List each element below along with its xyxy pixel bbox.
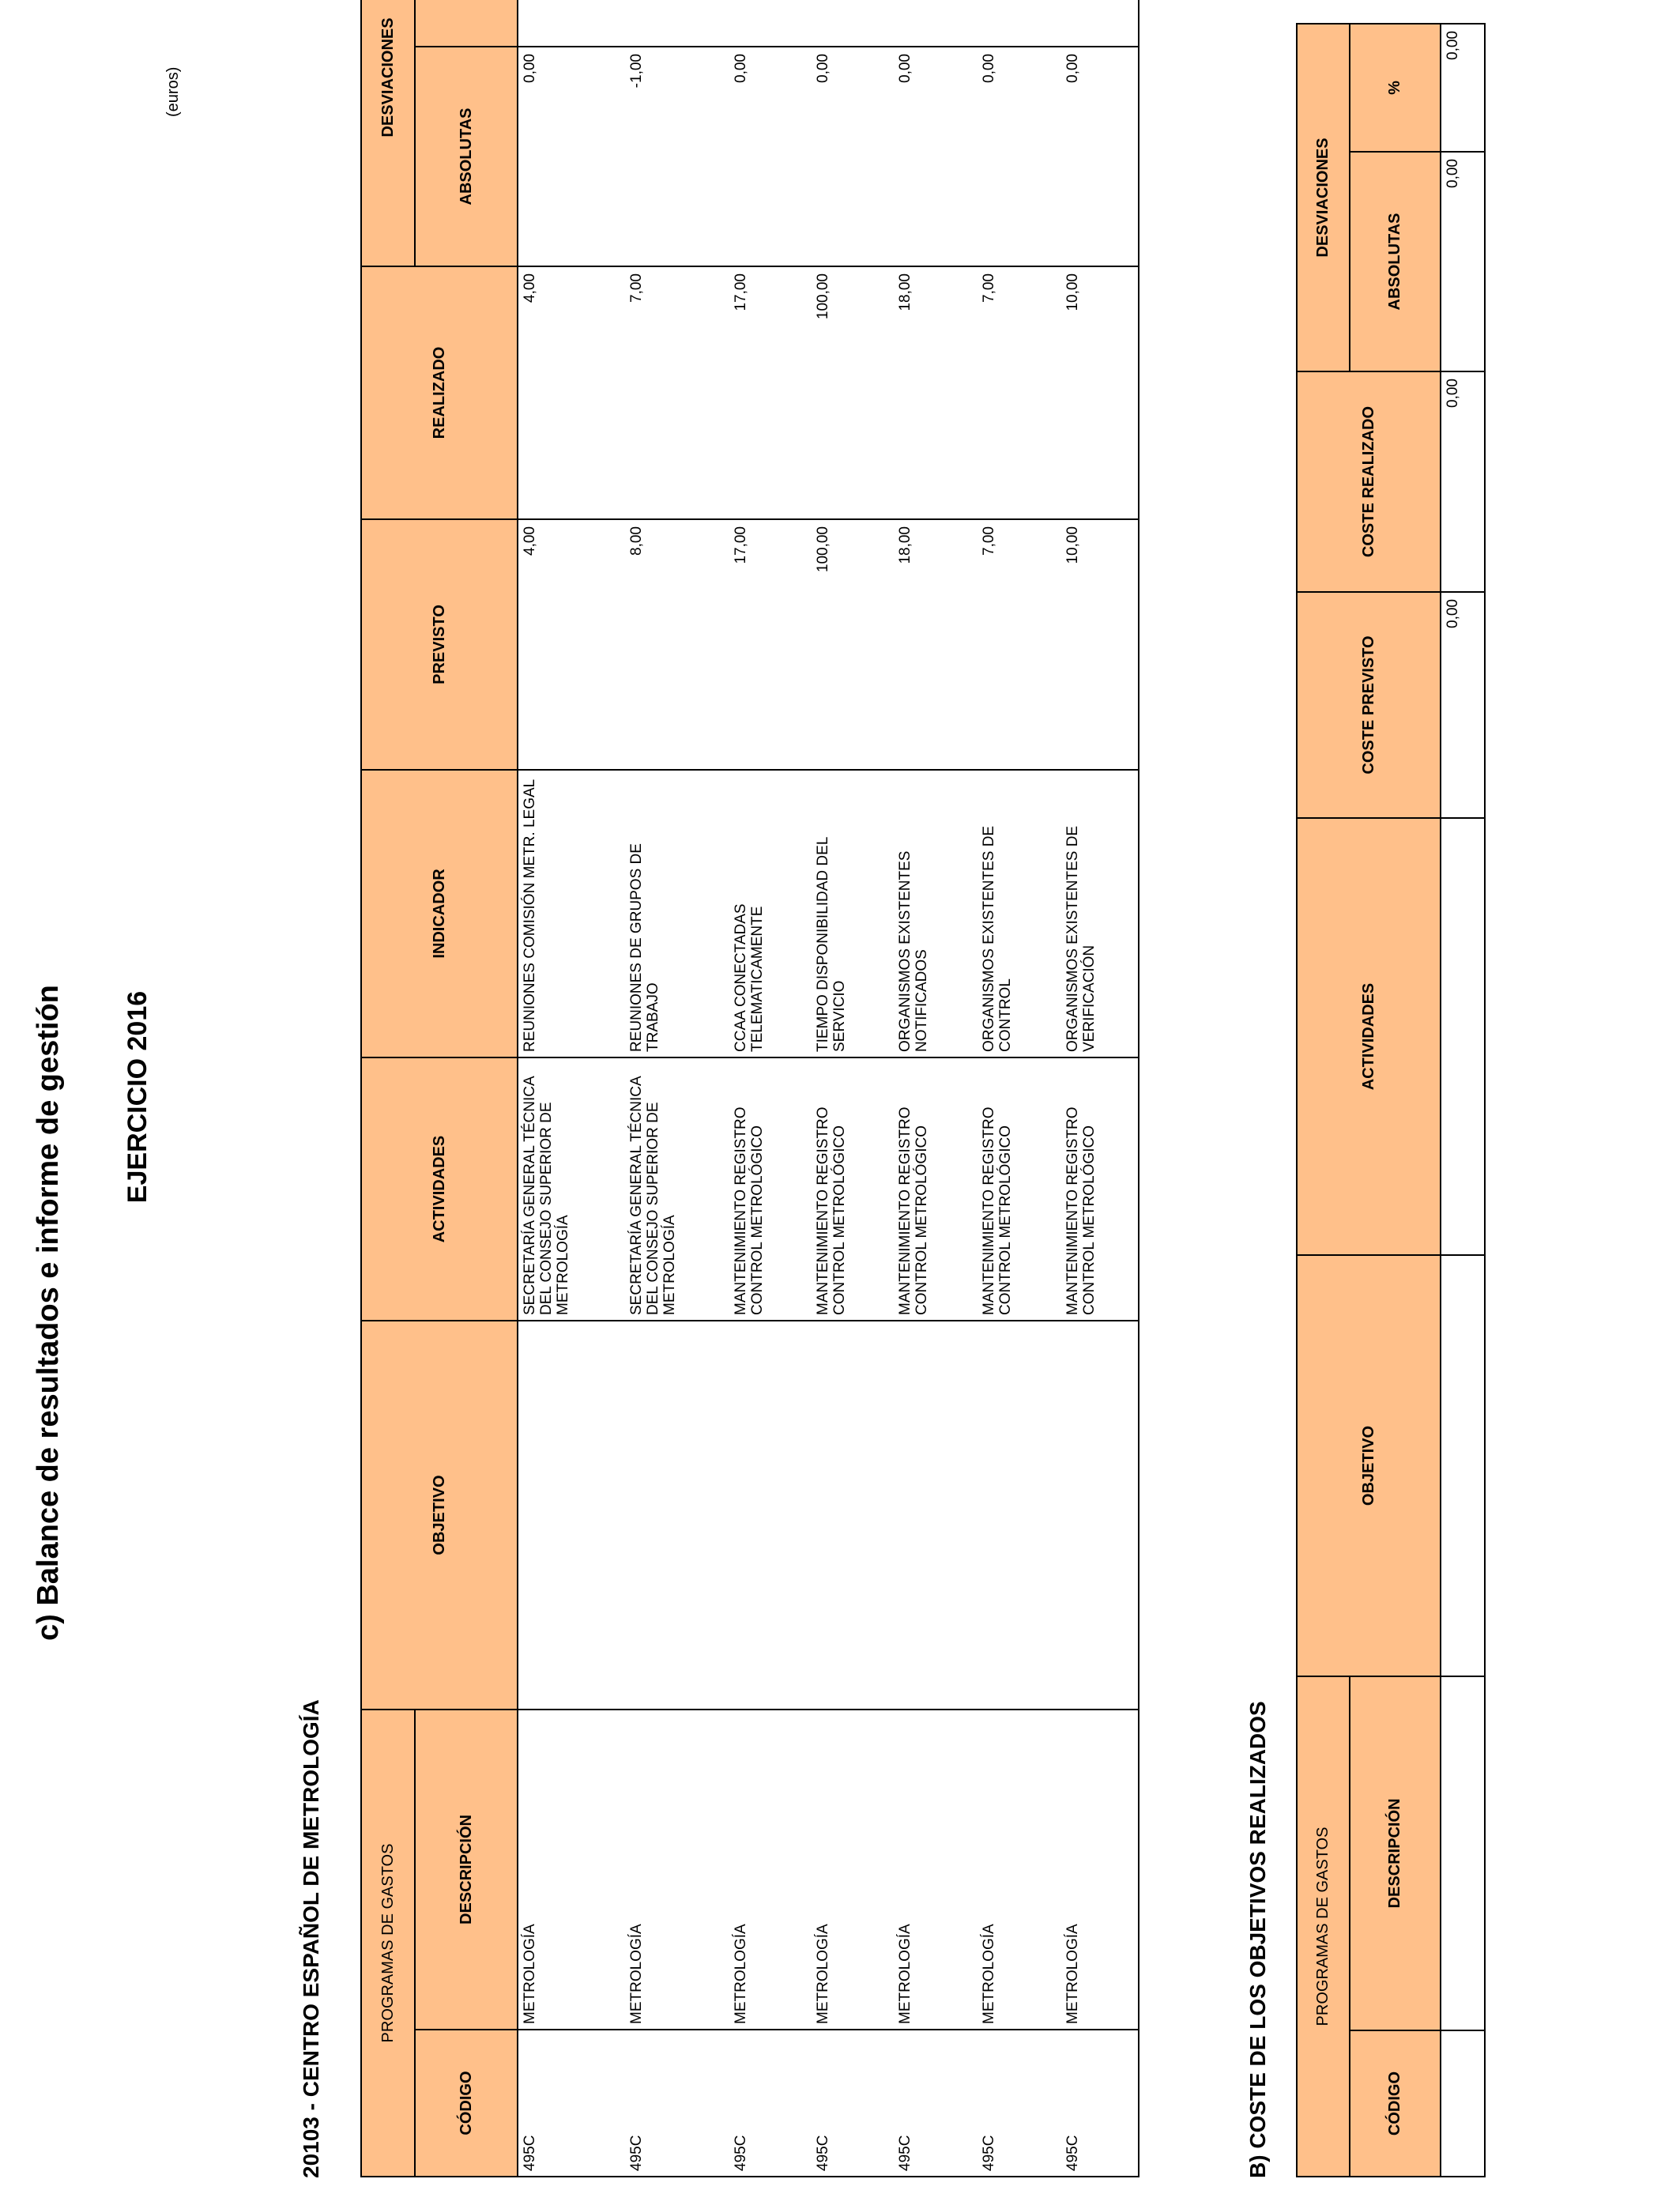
header-programas: PROGRAMAS DE GASTOS [361,1710,415,2177]
cell-objetivo [894,1321,977,1710]
cell-coste-previsto: 0,00 [1441,592,1485,818]
cell-descripcion: METROLOGÍA [812,1710,894,2030]
cell-codigo: 495C [729,2030,812,2177]
header-objetivo: OBJETIVO [361,1321,518,1710]
cell-descripcion: METROLOGÍA [1061,1710,1139,2030]
unit-label: (euros) [164,66,182,117]
cell-realizado: 7,00 [625,266,729,519]
table-row [1061,0,1139,2177]
cell-codigo: 495C [625,2030,729,2177]
header-desviaciones: DESVIACIONES [361,0,415,266]
cell-coste-realizado: 0,00 [1441,371,1485,592]
header-absolutas: ABSOLUTAS [415,47,518,266]
cell-previsto: 4,00 [518,519,625,770]
cell-porcentaje: 0,00 [1441,24,1485,152]
cell-actividad: MANTENIMIENTO REGISTRO CONTROL METROLÓGICO [812,1057,894,1321]
cell-objetivo [812,1321,894,1710]
header-previsto: PREVISTO [361,519,518,770]
header-desviaciones: DESVIACIONES [1297,24,1350,371]
cell-codigo: 495C [977,2030,1061,2177]
cell-realizado: 10,00 [1061,266,1139,519]
cell-objetivo [977,1321,1061,1710]
cell-descripcion [1441,1676,1485,2030]
cell-codigo: 495C [812,2030,894,2177]
cell-objetivo [518,1321,625,1710]
table-row [1441,24,1485,2177]
cell-absolutas: 0,00 [729,47,812,266]
cell-codigo: 495C [518,2030,625,2177]
cell-indicador: REUNIONES DE GRUPOS DE TRABAJO [625,770,729,1057]
cell-previsto: 8,00 [625,519,729,770]
cell-objetivo [1061,1321,1139,1710]
table-row [812,0,894,2177]
section-a-title: 20103 - CENTRO ESPAÑOL DE METROLOGÍA [299,1699,323,2178]
header-porcentaje [415,0,518,47]
cell-previsto: 10,00 [1061,519,1139,770]
cell-objetivo [625,1321,729,1710]
cell-porcentaje [1061,0,1139,47]
header-porcentaje: % [1350,24,1441,152]
cost-table [1296,23,1486,2177]
indicators-table [360,0,1139,2177]
table-row [894,0,977,2177]
header-codigo: CÓDIGO [1350,2030,1441,2177]
table-row [625,0,729,2177]
header-descripcion: DESCRIPCIÓN [1350,1676,1441,2030]
cell-actividad: SECRETARÍA GENERAL TÉCNICA DEL CONSEJO SUPERIOR DE METROLOGÍA [625,1057,729,1321]
cell-indicador: REUNIONES COMISIÓN METR. LEGAL [518,770,625,1057]
page-subtitle: EJERCICIO 2016 [122,990,153,1204]
table-row [729,0,812,2177]
cell-indicador: ORGANISMOS EXISTENTES DE CONTROL [977,770,1061,1057]
header-actividades: ACTIVIDADES [1297,818,1441,1255]
header-programas: PROGRAMAS DE GASTOS [1297,1676,1350,2177]
page-title: c) Balance de resultados e informe de gestión [32,985,65,1641]
cell-codigo: 495C [894,2030,977,2177]
header-absolutas: ABSOLUTAS [1350,152,1441,371]
cell-previsto: 100,00 [812,519,894,770]
cell-descripcion: METROLOGÍA [729,1710,812,2030]
cell-actividad: SECRETARÍA GENERAL TÉCNICA DEL CONSEJO SUPERIOR DE METROLOGÍA [518,1057,625,1321]
table-row [518,0,625,2177]
cell-porcentaje [625,0,729,47]
cell-realizado: 100,00 [812,266,894,519]
header-coste-previsto: COSTE PREVISTO [1297,592,1441,818]
header-indicador: INDICADOR [361,770,518,1057]
cell-porcentaje [729,0,812,47]
cell-objetivo [1441,1255,1485,1676]
cell-porcentaje [977,0,1061,47]
cell-actividad: MANTENIMIENTO REGISTRO CONTROL METROLÓGICO [977,1057,1061,1321]
cell-realizado: 17,00 [729,266,812,519]
cell-indicador: CCAA CONECTADAS TELEMATICAMENTE [729,770,812,1057]
cell-descripcion: METROLOGÍA [625,1710,729,2030]
cell-codigo [1441,2030,1485,2177]
cell-descripcion: METROLOGÍA [894,1710,977,2030]
cell-previsto: 17,00 [729,519,812,770]
cell-actividades [1441,818,1485,1255]
table-row [977,0,1061,2177]
cell-indicador: ORGANISMOS EXISTENTES NOTIFICADOS [894,770,977,1057]
cell-absolutas: 0,00 [812,47,894,266]
cell-realizado: 18,00 [894,266,977,519]
cell-absolutas: 0,00 [894,47,977,266]
cell-porcentaje [518,0,625,47]
cell-porcentaje [894,0,977,47]
cell-realizado: 7,00 [977,266,1061,519]
cell-absolutas: 0,00 [977,47,1061,266]
header-descripcion: DESCRIPCIÓN [415,1710,518,2030]
cell-absolutas: 0,00 [518,47,625,266]
cell-actividad: MANTENIMIENTO REGISTRO CONTROL METROLÓGICO [894,1057,977,1321]
cell-objetivo [729,1321,812,1710]
cell-absolutas: -1,00 [625,47,729,266]
cell-descripcion: METROLOGÍA [518,1710,625,2030]
header-coste-realizado: COSTE REALIZADO [1297,371,1441,592]
cell-descripcion: METROLOGÍA [977,1710,1061,2030]
cell-previsto: 18,00 [894,519,977,770]
cell-actividad: MANTENIMIENTO REGISTRO CONTROL METROLÓGICO [729,1057,812,1321]
cell-indicador: ORGANISMOS EXISTENTES DE VERIFICACIÓN [1061,770,1139,1057]
cell-realizado: 4,00 [518,266,625,519]
cell-actividad: MANTENIMIENTO REGISTRO CONTROL METROLÓGICO [1061,1057,1139,1321]
header-codigo: CÓDIGO [415,2030,518,2177]
section-b-title: B) COSTE DE LOS OBJETIVOS REALIZADOS [1245,1701,1270,2178]
cell-porcentaje [812,0,894,47]
cell-absolutas: 0,00 [1061,47,1139,266]
cell-indicador: TIEMPO DISPONIBILIDAD DEL SERVICIO [812,770,894,1057]
header-actividades: ACTIVIDADES [361,1057,518,1321]
cell-codigo: 495C [1061,2030,1139,2177]
header-objetivo: OBJETIVO [1297,1255,1441,1676]
header-realizado: REALIZADO [361,266,518,519]
cell-absolutas: 0,00 [1441,152,1485,371]
cell-previsto: 7,00 [977,519,1061,770]
